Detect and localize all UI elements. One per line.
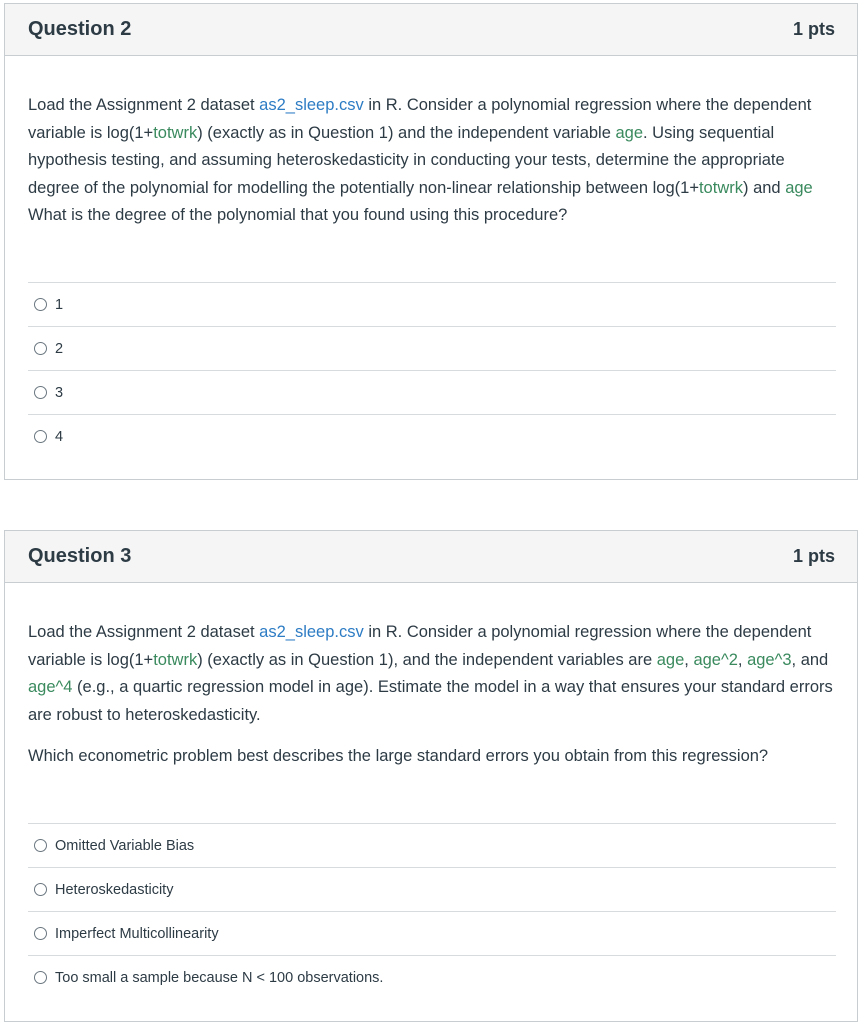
question-text bbox=[5, 56, 857, 230]
answer-option-small-sample[interactable] bbox=[28, 955, 836, 999]
answer-option-1[interactable] bbox=[28, 282, 836, 326]
dataset-link[interactable]: as2_sleep.csv bbox=[259, 96, 364, 114]
radio-button[interactable] bbox=[34, 927, 47, 940]
question-header bbox=[5, 531, 857, 583]
question-text bbox=[5, 583, 857, 771]
text-run: in R. Consider a polynomial regression where the dependent variable is log(1+ bbox=[28, 96, 812, 142]
text-run: ) (exactly as in Question 1) and the independent variable bbox=[197, 123, 616, 142]
radio-button[interactable] bbox=[34, 386, 47, 399]
answer-option-heteroskedasticity[interactable] bbox=[28, 867, 836, 911]
text-run: , bbox=[737, 650, 748, 669]
text-run: in R. Consider a polynomial regression where the dependent variable is log(1+ bbox=[28, 623, 812, 669]
radio-button[interactable] bbox=[34, 883, 47, 896]
variable-name: age^2 bbox=[693, 650, 738, 669]
variable-name: totwrk bbox=[698, 178, 743, 197]
question-points: 1 pts bbox=[792, 546, 835, 566]
answer-list bbox=[28, 282, 836, 458]
text-run: Load the Assignment 2 dataset bbox=[28, 96, 260, 114]
question-paragraph bbox=[28, 92, 834, 230]
text-run: What is the degree of the polynomial that you found using this procedure? bbox=[28, 206, 568, 224]
answer-list bbox=[28, 823, 836, 999]
answer-option-multicollinearity[interactable] bbox=[28, 911, 836, 955]
question-paragraph bbox=[28, 619, 834, 729]
question-title: Question 3 bbox=[28, 545, 132, 567]
variable-name: age bbox=[785, 178, 813, 197]
question-prompt: Which econometric problem best describes the large standard errors you obtain from this regression? bbox=[28, 747, 769, 765]
answer-option-2[interactable] bbox=[28, 326, 836, 370]
dataset-link[interactable]: as2_sleep.csv bbox=[259, 623, 364, 641]
answer-label: 3 bbox=[55, 384, 64, 401]
text-run: . Using sequential hypothesis testing, and assuming heteroskedasticity in conducting your tests, determine the appropriate degree of the polynomial for modelling the potentially non-linear relationship between log(1+ bbox=[28, 123, 785, 197]
text-run: ) and bbox=[742, 178, 786, 197]
question-header bbox=[5, 4, 857, 56]
question-3-card bbox=[4, 530, 858, 1022]
text-run: , bbox=[684, 650, 694, 669]
variable-name: age^4 bbox=[28, 678, 73, 696]
answer-label: Too small a sample because N < 100 observations. bbox=[55, 969, 384, 986]
answer-label: Heteroskedasticity bbox=[55, 881, 174, 898]
answer-label: 4 bbox=[55, 428, 64, 445]
variable-name: age^3 bbox=[747, 650, 792, 669]
question-points: 1 pts bbox=[792, 19, 835, 39]
variable-name: totwrk bbox=[153, 123, 198, 142]
answer-label: Omitted Variable Bias bbox=[55, 837, 195, 854]
text-run: (e.g., a quartic regression model in age). Estimate the model in a way that ensures your standard errors are robust to heteroskedasticity. bbox=[28, 678, 833, 724]
variable-name: age bbox=[656, 650, 685, 669]
question-2-card bbox=[4, 3, 858, 480]
answer-label: 2 bbox=[55, 340, 64, 357]
answer-label: 1 bbox=[55, 296, 64, 313]
variable-name: age bbox=[615, 123, 644, 142]
answer-option-3[interactable] bbox=[28, 370, 836, 414]
answer-option-omitted-variable-bias[interactable] bbox=[28, 823, 836, 867]
answer-option-4[interactable] bbox=[28, 414, 836, 458]
radio-button[interactable] bbox=[34, 342, 47, 355]
radio-button[interactable] bbox=[34, 430, 47, 443]
text-run: Load the Assignment 2 dataset bbox=[28, 623, 260, 641]
text-run: ) (exactly as in Question 1), and the independent variables are bbox=[197, 650, 657, 669]
question-title: Question 2 bbox=[28, 18, 132, 40]
radio-button[interactable] bbox=[34, 298, 47, 311]
text-run: , and bbox=[791, 650, 829, 669]
answer-label: Imperfect Multicollinearity bbox=[55, 925, 219, 942]
radio-button[interactable] bbox=[34, 839, 47, 852]
variable-name: totwrk bbox=[153, 650, 198, 669]
radio-button[interactable] bbox=[34, 971, 47, 984]
